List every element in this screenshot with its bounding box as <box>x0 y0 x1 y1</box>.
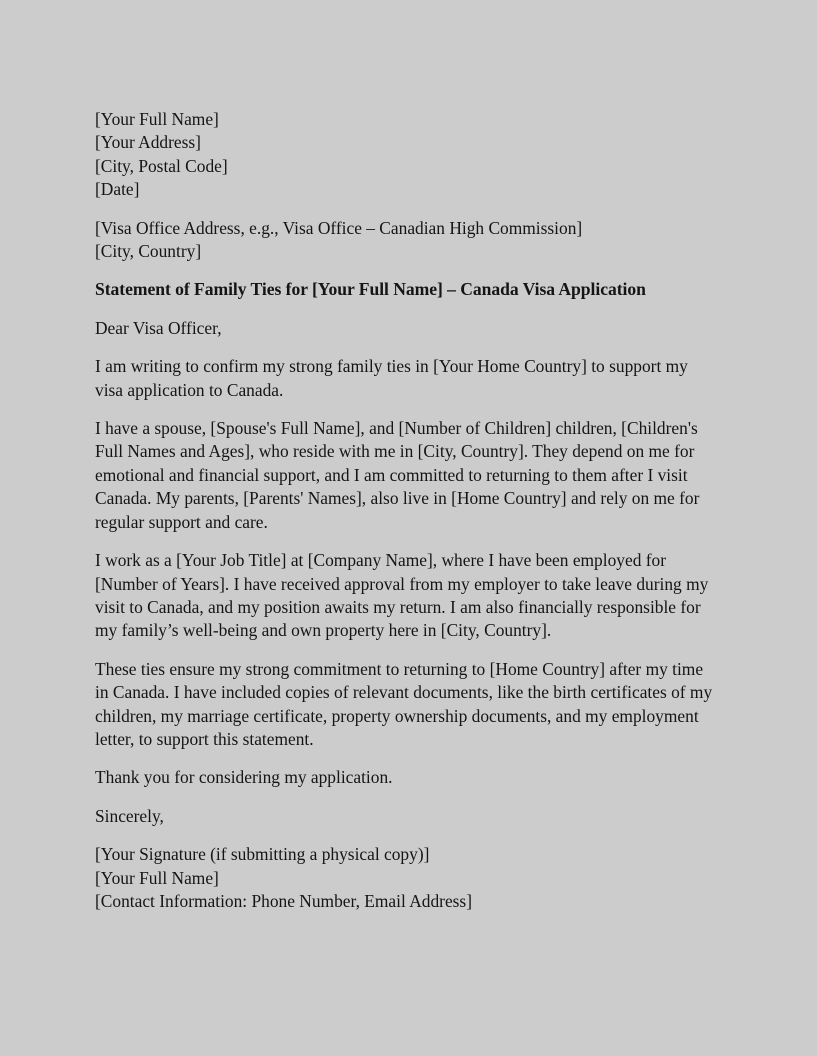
signer-name: [Your Full Name] <box>95 867 219 888</box>
salutation: Dear Visa Officer, <box>95 317 222 338</box>
sender-address-block <box>95 108 720 202</box>
body-paragraph-2: I have a spouse, [Spouse's Full Name], and [Number of Children] children, [Children's Full Names and Ages], who reside with me in [City, Country]. They depend on me for emotional and financial support, and I am committed to returning to them after I visit Canada. My parents, [Parents' Names], also live in [Home Country] and rely on me for regular support and care. <box>95 418 700 532</box>
sender-city-postal: [City, Postal Code] <box>95 155 228 176</box>
sender-name: [Your Full Name] <box>95 109 219 129</box>
recipient-address-block <box>95 217 720 264</box>
body-paragraph-1: I am writing to confirm my strong family ties in [Your Home Country] to support my visa application to Canada. <box>95 356 688 400</box>
signature-placeholder: [Your Signature (if submitting a physical copy)] <box>95 844 430 865</box>
sender-street-address: [Your Address] <box>95 132 201 153</box>
closing-salutation: Sincerely, <box>95 805 164 826</box>
letter-date: [Date] <box>95 179 140 200</box>
letter-subject-heading: Statement of Family Ties for [Your Full Name] – Canada Visa Application <box>95 279 646 300</box>
body-paragraph-4: These ties ensure my strong commitment to returning to [Home Country] after my time in Canada. I have included copies of relevant documents, like the birth certificates of my children, my marriage certificate, property ownership documents, and my employment letter, to support this statement. <box>95 658 713 749</box>
signer-contact-information: [Contact Information: Phone Number, Email Address] <box>95 890 472 911</box>
recipient-office-address: [Visa Office Address, e.g., Visa Office – Canadian High Commission] <box>95 217 583 238</box>
recipient-city-country: [City, Country] <box>95 241 202 262</box>
signature-block <box>95 843 720 913</box>
body-paragraph-5: Thank you for considering my application. <box>95 767 393 788</box>
letter-body <box>95 108 720 913</box>
body-paragraph-3: I work as a [Your Job Title] at [Company Name], where I have been employed for [Number of Years]. I have received approval from my employer to take leave during my visit to Canada, and my position awaits my return. I am also financially responsible for my family’s well-being and own property here in [City, Country]. <box>95 550 709 641</box>
